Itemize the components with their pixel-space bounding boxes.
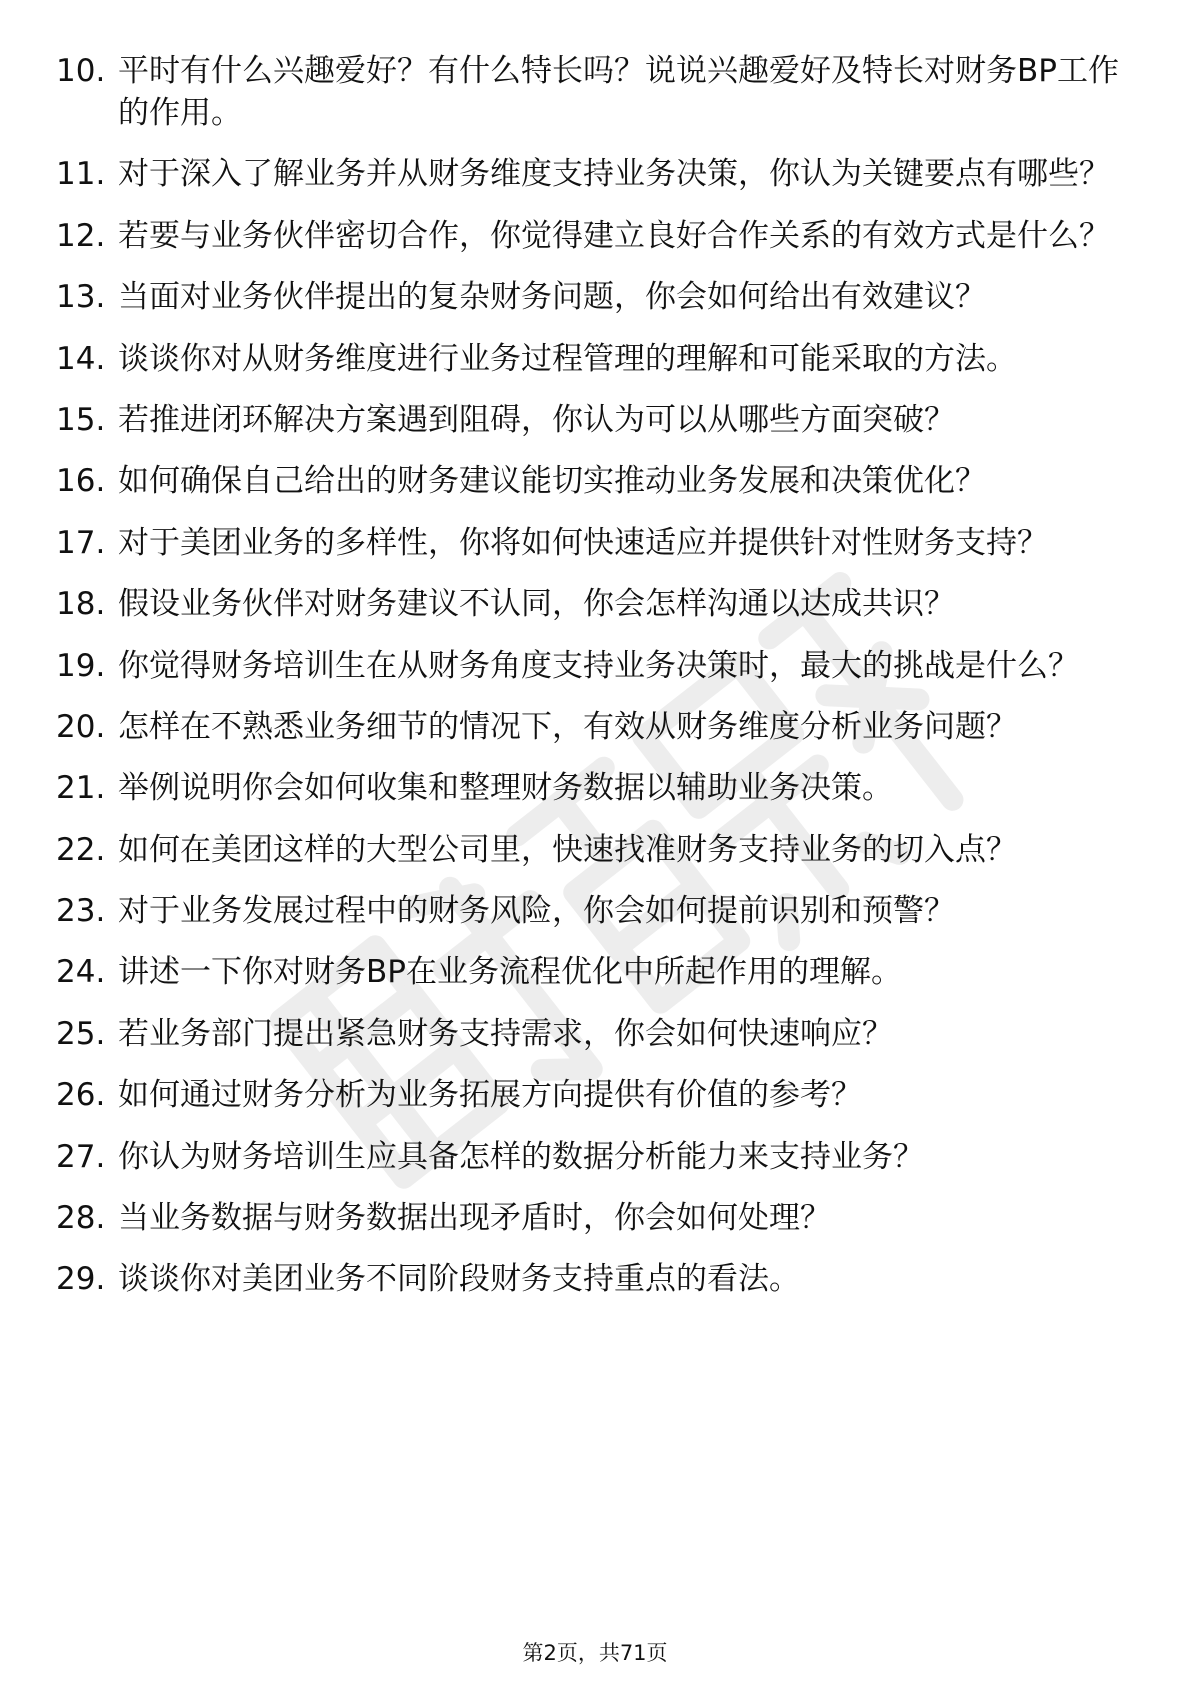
question-item <box>56 1074 1136 1116</box>
page-footer: 第2页，共71页 <box>522 1641 668 1665</box>
question-number: 29. <box>56 1261 106 1298</box>
question-item <box>56 706 1136 748</box>
question-text: 你认为财务培训生应具备怎样的数据分析能力来支持业务？ <box>118 1138 924 1175</box>
question-text: 平时有什么兴趣爱好？有什么特长吗？说说兴趣爱好及特长对财务BP工作的作用。 <box>118 53 1119 131</box>
question-number: 23. <box>56 893 106 930</box>
question-text: 当业务数据与财务数据出现矛盾时，你会如何处理？ <box>118 1200 831 1237</box>
question-number: 10. <box>56 53 106 89</box>
question-item <box>56 645 1136 687</box>
question-number: 26. <box>56 1077 106 1114</box>
question-item <box>56 583 1136 625</box>
question-item <box>56 951 1136 993</box>
question-number: 11. <box>56 156 106 193</box>
question-item <box>56 399 1136 441</box>
question-text: 举例说明你会如何收集和整理财务数据以辅助业务决策。 <box>118 770 893 807</box>
question-item <box>56 338 1136 380</box>
question-text: 对于美团业务的多样性，你将如何快速适应并提供针对性财务支持？ <box>118 524 1048 561</box>
question-number: 15. <box>56 401 106 438</box>
question-text: 怎样在不熟悉业务细节的情况下，有效从财务维度分析业务问题？ <box>118 708 1017 745</box>
question-text: 若业务部门提出紧急财务支持需求，你会如何快速响应？ <box>118 1015 893 1052</box>
question-text: 如何确保自己给出的财务建议能切实推动业务发展和决策优化？ <box>118 463 986 500</box>
question-item <box>56 1013 1136 1055</box>
question-number: 27. <box>56 1138 106 1175</box>
question-item <box>56 1258 1136 1300</box>
question-text: 讲述一下你对财务BP在业务流程优化中所起作用的理解。 <box>118 954 902 991</box>
question-text: 若推进闭环解决方案遇到阻碍，你认为可以从哪些方面突破？ <box>118 401 955 438</box>
question-number: 16. <box>56 463 106 500</box>
question-number: 17. <box>56 524 106 561</box>
question-number: 20. <box>56 708 106 745</box>
question-item <box>56 276 1136 318</box>
question-text: 你觉得财务培训生在从财务角度支持业务决策时，最大的挑战是什么？ <box>118 647 1079 684</box>
question-item <box>56 1136 1136 1178</box>
question-number: 25. <box>56 1015 106 1052</box>
question-text: 如何在美团这样的大型公司里，快速找准财务支持业务的切入点？ <box>118 831 1017 868</box>
question-text: 谈谈你对从财务维度进行业务过程管理的理解和可能采取的方法。 <box>118 340 1017 377</box>
question-text: 谈谈你对美团业务不同阶段财务支持重点的看法。 <box>118 1261 800 1298</box>
question-number: 12. <box>56 217 106 254</box>
question-item <box>56 890 1136 932</box>
question-text: 当面对业务伙伴提出的复杂财务问题，你会如何给出有效建议？ <box>118 279 986 316</box>
question-item <box>56 153 1136 195</box>
question-item <box>56 522 1136 564</box>
question-number: 13. <box>56 279 106 316</box>
question-text: 对于业务发展过程中的财务风险，你会如何提前识别和预警？ <box>118 893 955 930</box>
question-text: 若要与业务伙伴密切合作，你觉得建立良好合作关系的有效方式是什么？ <box>118 217 1110 254</box>
question-number: 19. <box>56 647 106 684</box>
question-item <box>56 50 1136 134</box>
question-item <box>56 215 1136 257</box>
question-number: 22. <box>56 831 106 868</box>
question-number: 24. <box>56 954 106 991</box>
question-item <box>56 767 1136 809</box>
question-item <box>56 829 1136 871</box>
question-number: 14. <box>56 340 106 377</box>
question-item <box>56 1197 1136 1239</box>
question-item <box>56 460 1136 502</box>
question-text: 如何通过财务分析为业务拓展方向提供有价值的参考？ <box>118 1077 862 1114</box>
question-number: 21. <box>56 770 106 807</box>
question-text: 对于深入了解业务并从财务维度支持业务决策，你认为关键要点有哪些？ <box>118 156 1110 193</box>
question-text: 假设业务伙伴对财务建议不认同，你会怎样沟通以达成共识？ <box>118 586 955 623</box>
question-number: 28. <box>56 1200 106 1237</box>
question-list <box>56 50 1136 1320</box>
question-number: 18. <box>56 586 106 623</box>
